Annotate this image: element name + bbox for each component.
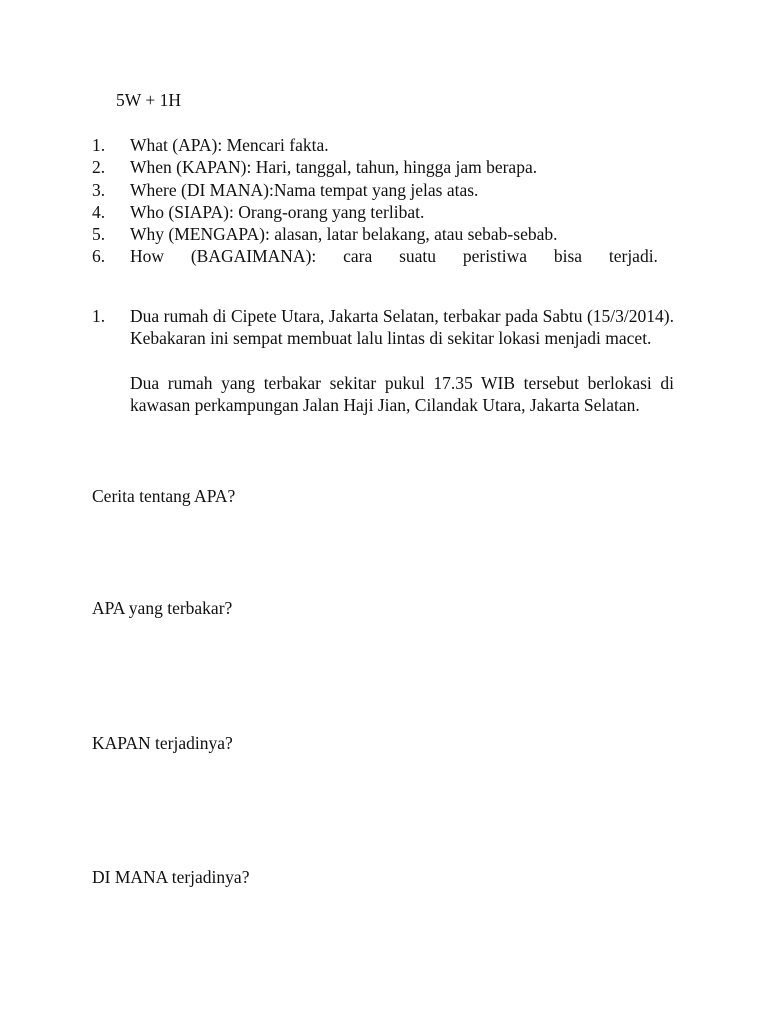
- 5w1h-list: [92, 134, 658, 268]
- list-item: [92, 223, 658, 245]
- question-what: Cerita tentang APA?: [92, 486, 236, 506]
- list-word: peristiwa: [462, 246, 527, 267]
- passage-paragraph: Dua rumah di Cipete Utara, Jakarta Selatan, terbakar pada Sabtu (15/3/2014). Kebakaran ini sempat membuat lalu lintas di sekitar lokasi menjadi macet.: [130, 306, 674, 349]
- list-text: Where (DI MANA):Nama tempat yang jelas atas.: [130, 179, 479, 200]
- list-word: cara: [343, 246, 373, 267]
- list-number: 5.: [92, 224, 106, 245]
- list-word: (BAGAIMANA):: [190, 246, 317, 267]
- question-what-burned: APA yang terbakar?: [92, 598, 233, 618]
- page-title: 5W + 1H: [116, 90, 181, 110]
- passage-body: [130, 305, 674, 416]
- list-item: [92, 179, 658, 201]
- list-number: 4.: [92, 201, 106, 222]
- question-when: KAPAN terjadinya?: [92, 733, 233, 753]
- list-text: Who (SIAPA): Orang-orang yang terlibat.: [130, 201, 425, 222]
- list-number: 3.: [92, 179, 106, 200]
- passage-paragraph: Dua rumah yang terbakar sekitar pukul 17.35 WIB tersebut berlokasi di kawasan perkampungan Jalan Haji Jian, Cilandak Utara, Jakarta Selatan.: [130, 372, 674, 415]
- list-item: [92, 245, 658, 267]
- question-where: DI MANA terjadinya?: [92, 867, 250, 887]
- list-item: [92, 201, 658, 223]
- list-text: When (KAPAN): Hari, tanggal, tahun, hingga jam berapa.: [130, 157, 538, 178]
- list-number: 6.: [92, 246, 106, 267]
- list-text: What (APA): Mencari fakta.: [130, 135, 329, 155]
- list-number: 1.: [92, 135, 106, 155]
- list-number: 2.: [92, 157, 106, 178]
- list-item: [92, 134, 658, 156]
- list-word: terjadi.: [608, 246, 658, 267]
- list-item: [92, 156, 658, 178]
- list-word: bisa: [553, 246, 583, 267]
- passage-number: 1.: [92, 306, 106, 326]
- list-text: Why (MENGAPA): alasan, latar belakang, atau sebab-sebab.: [130, 224, 558, 245]
- list-word: suatu: [399, 246, 437, 267]
- list-text-justified: [130, 245, 658, 267]
- news-passage: [92, 305, 674, 416]
- list-word: How: [130, 246, 165, 267]
